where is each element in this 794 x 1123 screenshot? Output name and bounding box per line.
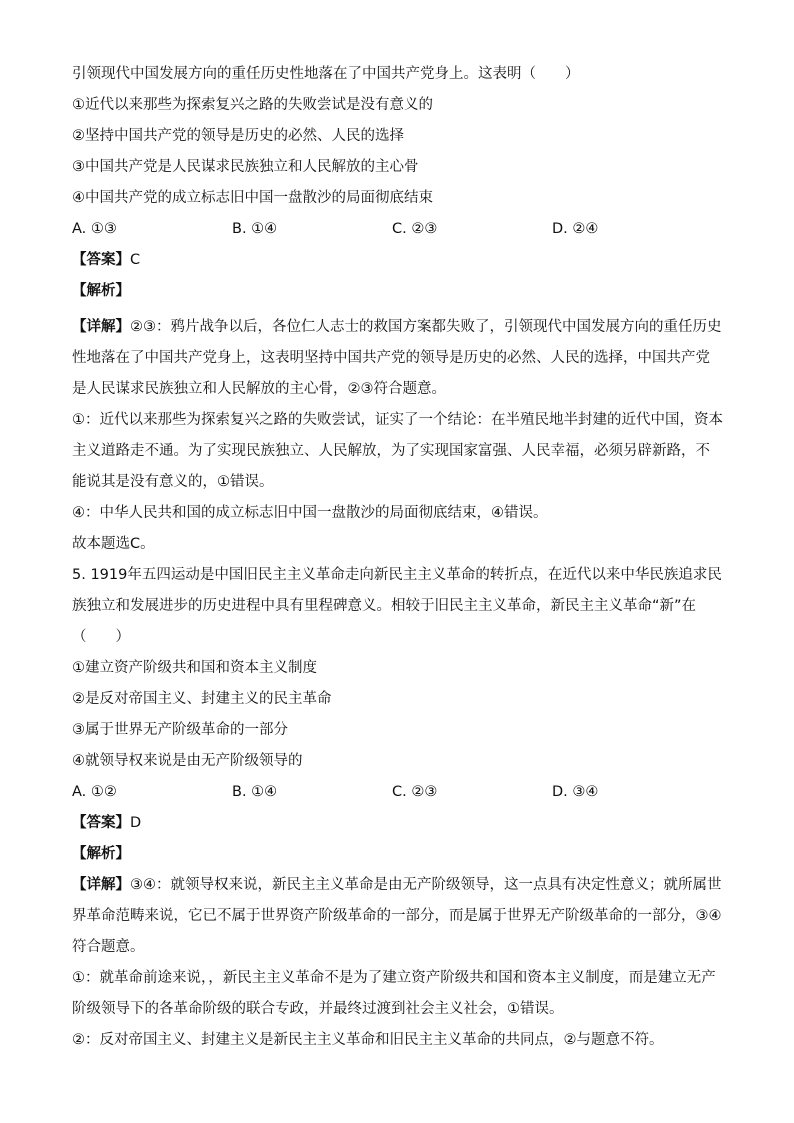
q4-item-1: ①近代以来那些为探索复兴之路的失败尝试是没有意义的 [72,97,433,113]
q5-item-1: ①建立资产阶级共和国和资本主义制度 [72,660,317,676]
q5-answer [72,808,724,839]
q4-conclusion: 故本题选C。 [72,536,155,552]
q5-answer-value: D [130,815,142,831]
q5-detail-2: ①：就革命前途来说，，新民主主义革命不是为了建立资产阶级共和国和资本主义制度，而是建立无产阶级领导下的各革命阶级的联合专政，并最终过渡到社会主义社会，①错误。 [72,970,716,1017]
q5-answer-label: 【答案】 [72,815,130,831]
q4-option-a: A. ①③ [72,221,117,237]
q5-option-c: C. ②③ [392,784,438,800]
document-page [72,64,724,1056]
q4-item-4: ④中国共产党的成立标志旧中国一盘散沙的局面彻底结束 [72,190,433,206]
q4-detail-2: ①：近代以来那些为探索复兴之路的失败尝试，证实了一个结论：在半殖民地半封建的近代中国，资本主义道路走不通。为了实现民族独立、人民解放，为了实现国家富强、人民幸福，必须另辟新路，不能说其是没有意义的，①错误。 [72,412,723,490]
q4-item-3: ③中国共产党是人民谋求民族独立和人民解放的主心骨 [72,159,419,175]
q5-detail-1-text: ③④：就领导权来说，新民主主义革命是由无产阶级领导，这一点具有决定性意义；就所属世界革命范畴来说，它已不属于世界资产阶级革命的一部分，而是属于世界无产阶级革命的一部分，③④符合题意。 [72,877,722,955]
q4-answer [72,250,724,270]
q4-option-d: D. ②④ [552,221,599,237]
q4-answer-value: C [130,252,141,268]
q4-option-b: B. ①④ [232,221,278,237]
q5-item-2: ②是反对帝国主义、封建主义的民主革命 [72,691,332,707]
q5-option-b: B. ①④ [232,784,278,800]
q4-option-c: C. ②③ [392,221,438,237]
q5-detail-label: 【详解】 [72,877,130,893]
q4-detail-1 [72,312,724,405]
q5-options [72,777,724,808]
q4-stem: 引领现代中国发展方向的重任历史性地落在了中国共产党身上。这表明（ ） [72,66,580,82]
q4-answer-label: 【答案】 [72,252,130,268]
q5-item-3: ③属于世界无产阶级革命的一部分 [72,722,288,738]
q4-options [72,219,724,239]
q4-item-2: ②坚持中国共产党的领导是历史的必然、人民的选择 [72,128,404,144]
q5-item-4: ④就领导权来说是由无产阶级领导的 [72,753,303,769]
q5-detail-3: ②：反对帝国主义、封建主义是新民主主义革命和旧民主主义革命的共同点，②与题意不符。 [72,1032,664,1048]
q4-detail-3: ④：中华人民共和国的成立标志旧中国一盘散沙的局面彻底结束，④错误。 [72,505,548,521]
q4-analysis-label: 【解析】 [72,283,130,299]
q5-detail-1 [72,870,724,963]
q4-detail-label: 【详解】 [72,319,130,335]
q4-detail-1-text: ②③：鸦片战争以后，各位仁人志士的救国方案都失败了，引领现代中国发展方向的重任历史性地落在了中国共产党身上，这表明坚持中国共产党的领导是历史的必然、人民的选择，中国共产党是人民谋求民族独立和人民解放的主心骨，②③符合题意。 [72,319,722,397]
q5-analysis-label: 【解析】 [72,846,130,862]
q5-option-a: A. ①② [72,784,117,800]
q5-option-d: D. ③④ [552,784,599,800]
q5-stem: 5. 1919年五四运动是中国旧民主主义革命走向新民主主义革命的转折点，在近代以来中华民族追求民族独立和发展进步的历史进程中具有里程碑意义。相较于旧民主主义革命，新民主主义革命“新”在（ ） [72,567,722,645]
